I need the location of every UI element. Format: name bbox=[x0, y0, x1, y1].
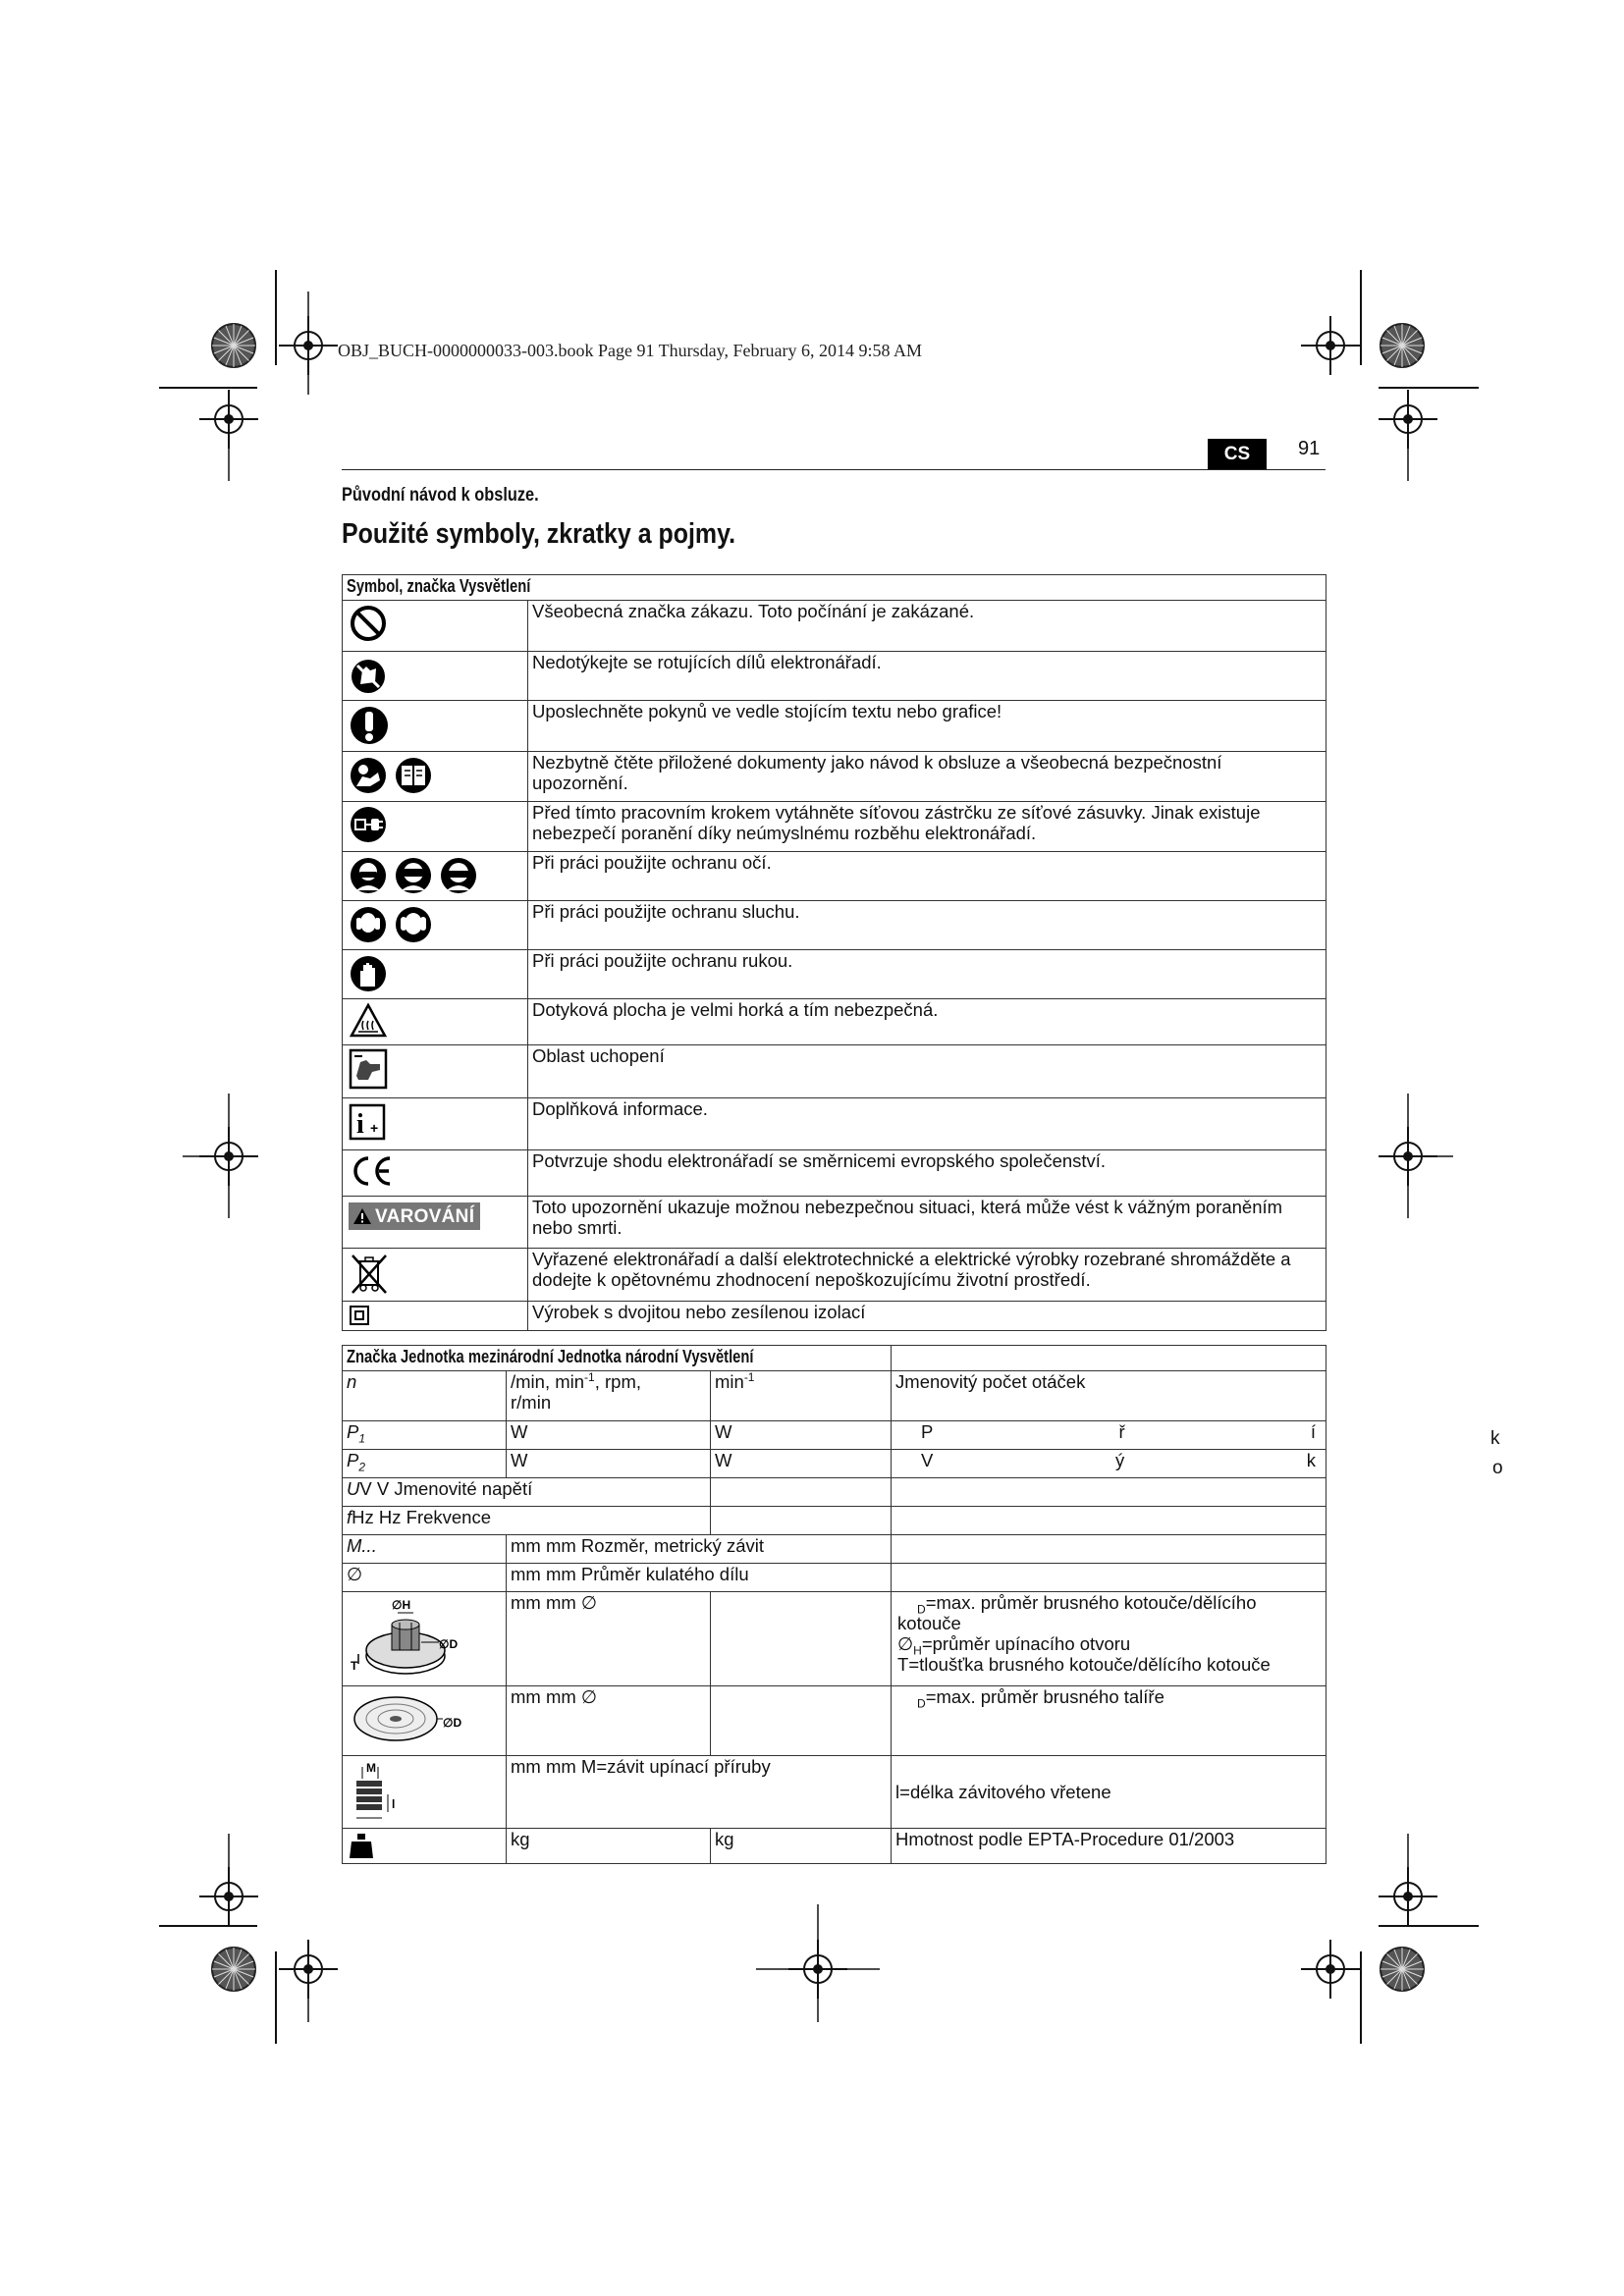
unit-international: /min, $\min^{-1}$, rpm, r/min bbox=[507, 1371, 711, 1421]
table-row bbox=[343, 1535, 1326, 1564]
info-icon bbox=[349, 1101, 388, 1143]
backing-pad-icon bbox=[349, 1689, 466, 1748]
unit-national: kg bbox=[711, 1829, 892, 1864]
unit-international: W bbox=[507, 1450, 711, 1478]
header-rule bbox=[342, 469, 1326, 470]
page-title: Použité symboly, zkratky a pojmy. bbox=[342, 518, 736, 550]
unit-international: W bbox=[507, 1421, 711, 1450]
unit-description: Hmotnost podle EPTA-Procedure 01/2003 bbox=[892, 1829, 1326, 1864]
symbol-description: Výrobek s dvojitou nebo zesílenou izolací bbox=[528, 1302, 1326, 1331]
symbols-table bbox=[342, 574, 1326, 1331]
unit-national: $\min^{-1}$ bbox=[711, 1371, 892, 1421]
unit-description: l=délka závitového vřetene bbox=[892, 1756, 1326, 1829]
unit-description: $_D$=max. průměr brusného talíře bbox=[892, 1686, 1326, 1756]
symbol-description: Všeobecná značka zákazu. Toto počínání je zakázané. bbox=[528, 601, 1326, 652]
unit-description: $_D$=max. průměr brusného kotouče/dělícího kotouče $\emptyset_H=průměr$ upínacího otvoru T=tloušťka brusného kotouče/dělícího kotouče bbox=[892, 1592, 1326, 1686]
symbol-description: Toto upozornění ukazuje možnou nebezpečnou situaci, která může vést k vážným poraněním nebo smrti. bbox=[528, 1197, 1326, 1249]
table-row bbox=[343, 901, 1326, 950]
unit-description: V ý k bbox=[892, 1450, 1326, 1478]
table-row bbox=[343, 1829, 1326, 1864]
symbol-description: Při práci použijte ochranu sluchu. bbox=[528, 901, 1326, 950]
table-row bbox=[343, 1098, 1326, 1150]
double-insulation-icon bbox=[349, 1305, 370, 1326]
table-row bbox=[343, 1045, 1326, 1098]
table-row bbox=[343, 652, 1326, 701]
table-row bbox=[343, 1478, 1326, 1507]
grinding-disc-icon bbox=[349, 1595, 466, 1682]
svg-text:i: i bbox=[356, 1109, 364, 1140]
table-header-row bbox=[343, 1346, 1326, 1371]
table-row bbox=[343, 601, 1326, 652]
ce-mark-icon bbox=[349, 1153, 396, 1189]
table-row bbox=[343, 1564, 1326, 1592]
unit-international: mm mm ∅ bbox=[507, 1592, 711, 1686]
unit-merged: mm mm Rozměr, metrický závit bbox=[507, 1535, 892, 1564]
table-row bbox=[343, 1686, 1326, 1756]
units-table bbox=[342, 1345, 1326, 1864]
spindle-icon bbox=[349, 1759, 407, 1824]
subheading: Původní návod k obsluze. bbox=[342, 485, 539, 506]
table-row bbox=[343, 1302, 1326, 1331]
unit-international: kg bbox=[507, 1829, 711, 1864]
symbol-description: Uposlechněte pokynů ve vedle stojícím textu nebo grafice! bbox=[528, 701, 1326, 752]
svg-text:∅D: ∅D bbox=[439, 1637, 459, 1651]
table-row bbox=[343, 999, 1326, 1045]
table-row bbox=[343, 752, 1326, 802]
table-row bbox=[343, 701, 1326, 752]
unit-symbol: n bbox=[343, 1371, 507, 1421]
unplug-icon bbox=[349, 805, 388, 844]
symbol-description: Nedotýkejte se rotujících dílů elektronářadí. bbox=[528, 652, 1326, 701]
stray-letter: k bbox=[1490, 1428, 1500, 1449]
table-row bbox=[343, 1450, 1326, 1478]
ear-protection-icon bbox=[349, 904, 437, 945]
symbol-description: Vyřazené elektronářadí a další elektrotechnické a elektrické výrobky rozebrané shromážděte a dodejte k opětovnému zhodnocení nepoškozujícímu životní prostředí. bbox=[528, 1249, 1326, 1302]
table-row bbox=[343, 1756, 1326, 1829]
table-row bbox=[343, 1197, 1326, 1249]
table-row bbox=[343, 1592, 1326, 1686]
weight-icon bbox=[349, 1832, 374, 1859]
symbol-description: Při práci použijte ochranu rukou. bbox=[528, 950, 1326, 999]
weee-bin-icon bbox=[349, 1252, 392, 1297]
no-touch-rotating-parts-icon bbox=[349, 655, 388, 696]
unit-description: Jmenovitý počet otáček bbox=[892, 1371, 1326, 1421]
hot-surface-icon bbox=[349, 1002, 388, 1040]
svg-text:T: T bbox=[351, 1659, 358, 1673]
unit-symbol: $P_1$ bbox=[343, 1421, 507, 1450]
symbols-header: Symbol, značka Vysvětlení bbox=[343, 575, 1326, 601]
unit-merged: fHz Hz Frekvence bbox=[343, 1507, 711, 1535]
units-header: Značka Jednotka mezinárodní Jednotka národní Vysvětlení bbox=[343, 1346, 892, 1371]
symbol-description: Oblast uchopení bbox=[528, 1045, 1326, 1098]
unit-description: P ř í bbox=[892, 1421, 1326, 1450]
unit-symbol: M... bbox=[343, 1535, 507, 1564]
unit-national: W bbox=[711, 1421, 892, 1450]
symbol-description: Při práci použijte ochranu očí. bbox=[528, 852, 1326, 901]
unit-merged: mm mm M=závit upínací příruby bbox=[507, 1756, 892, 1829]
page-number: 91 bbox=[1298, 438, 1321, 459]
table-row bbox=[343, 1249, 1326, 1302]
table-row bbox=[343, 852, 1326, 901]
production-header: OBJ_BUCH-0000000033-003.book Page 91 Thursday, February 6, 2014 9:58 AM bbox=[338, 341, 922, 360]
table-row bbox=[343, 1421, 1326, 1450]
symbol-description: Nezbytně čtěte přiložené dokumenty jako návod k obsluze a všeobecná bezpečnostní upozornění. bbox=[528, 752, 1326, 802]
warning-badge bbox=[349, 1202, 480, 1230]
prohibition-icon bbox=[349, 604, 388, 643]
table-row bbox=[343, 1150, 1326, 1197]
svg-text:M: M bbox=[366, 1761, 376, 1775]
svg-text:∅D: ∅D bbox=[443, 1716, 462, 1730]
table-header-row bbox=[343, 575, 1326, 601]
unit-merged: UV V Jmenovité napětí bbox=[343, 1478, 711, 1507]
svg-text:l: l bbox=[392, 1797, 396, 1811]
stray-letter: o bbox=[1492, 1458, 1503, 1478]
exclamation-icon bbox=[349, 704, 390, 747]
symbol-description: Před tímto pracovním krokem vytáhněte síťovou zástrčku ze síťové zásuvky. Jinak existuje nebezpečí poranění díky neúmyslnému rozběhu elektronářadí. bbox=[528, 802, 1326, 852]
unit-symbol: ∅ bbox=[343, 1564, 507, 1592]
table-row bbox=[343, 1507, 1326, 1535]
symbol-description: Potvrzuje shodu elektronářadí se směrnicemi evropského společenství. bbox=[528, 1150, 1326, 1197]
symbol-description: Doplňková informace. bbox=[528, 1098, 1326, 1150]
unit-national: W bbox=[711, 1450, 892, 1478]
unit-symbol: $P_2$ bbox=[343, 1450, 507, 1478]
warning-triangle-icon bbox=[352, 1207, 372, 1225]
svg-text:∅H: ∅H bbox=[392, 1598, 411, 1612]
eye-protection-icon bbox=[349, 855, 482, 896]
warning-badge-label: VAROVÁNÍ bbox=[375, 1205, 475, 1227]
unit-merged: mm mm Průměr kulatého dílu bbox=[507, 1564, 892, 1592]
read-manual-icon bbox=[349, 755, 437, 796]
symbol-description: Dotyková plocha je velmi horká a tím nebezpečná. bbox=[528, 999, 1326, 1045]
unit-international: mm mm ∅ bbox=[507, 1686, 711, 1756]
table-row bbox=[343, 802, 1326, 852]
language-tab: CS bbox=[1208, 439, 1267, 469]
table-row bbox=[343, 950, 1326, 999]
table-row bbox=[343, 1371, 1326, 1421]
svg-text:+: + bbox=[370, 1120, 379, 1136]
hand-protection-icon bbox=[349, 953, 388, 994]
grip-area-icon bbox=[349, 1048, 388, 1090]
